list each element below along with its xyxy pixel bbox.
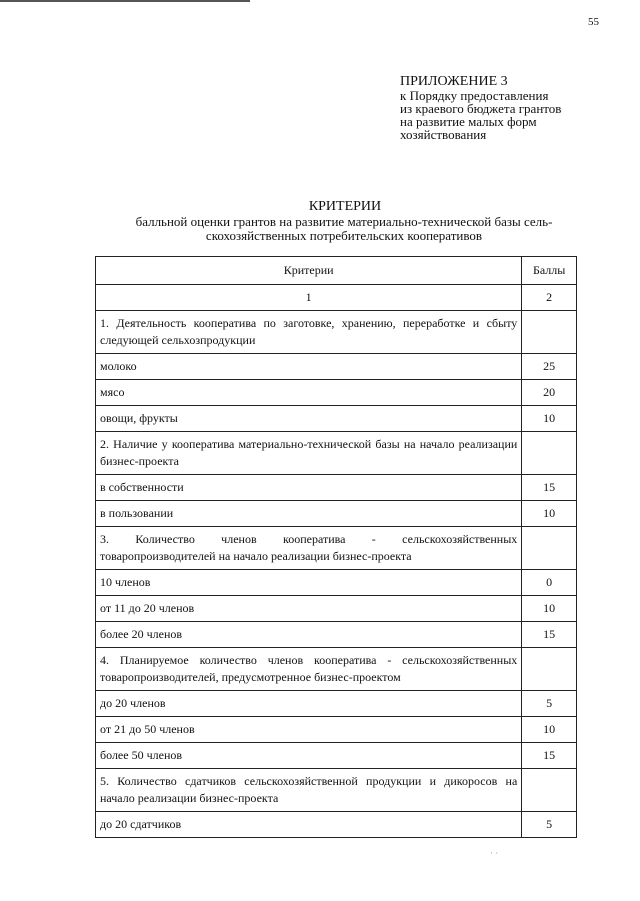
document-subtitle — [96, 215, 592, 243]
criteria-table — [95, 256, 577, 838]
criterion-cell: 3. Количество членов кооператива - сельскохозяйственных товаропроизводителей на начало реализации бизнес-проекта — [96, 527, 522, 570]
score-cell — [522, 527, 577, 570]
score-cell: 25 — [522, 354, 577, 380]
table-row — [96, 622, 577, 648]
criterion-cell: 5. Количество сдатчиков сельскохозяйственной продукции и дикоросов на начало реализации бизнес-проекта — [96, 769, 522, 812]
table-row — [96, 812, 577, 838]
criterion-cell: 4. Планируемое количество членов кооператива - сельскохозяйственных товаропроизводителей, предусмотренное бизнес-проектом — [96, 648, 522, 691]
score-cell: 10 — [522, 717, 577, 743]
criterion-cell: более 50 членов — [96, 743, 522, 769]
table-section-row — [96, 432, 577, 475]
score-cell: 10 — [522, 406, 577, 432]
table-row — [96, 380, 577, 406]
score-cell: 5 — [522, 691, 577, 717]
page-number: 55 — [588, 16, 599, 28]
scan-specks: · · — [490, 848, 499, 858]
table-section-row — [96, 648, 577, 691]
table-row — [96, 475, 577, 501]
criterion-cell: 1. Деятельность кооператива по заготовке, хранению, переработке и сбыту следующей сельхозпродукции — [96, 311, 522, 354]
criterion-cell: от 21 до 50 членов — [96, 717, 522, 743]
appendix-line: на развитие малых форм — [400, 114, 537, 129]
score-cell: 20 — [522, 380, 577, 406]
appendix-line: хозяйствования — [400, 127, 487, 142]
score-cell — [522, 432, 577, 475]
criterion-cell: в собственности — [96, 475, 522, 501]
score-cell — [522, 769, 577, 812]
score-cell: 10 — [522, 596, 577, 622]
score-cell: 15 — [522, 475, 577, 501]
appendix-line: из краевого бюджета грантов — [400, 101, 562, 116]
table-row — [96, 570, 577, 596]
criterion-cell: овощи, фрукты — [96, 406, 522, 432]
criterion-cell: до 20 членов — [96, 691, 522, 717]
criterion-cell: 10 членов — [96, 570, 522, 596]
score-cell: 15 — [522, 743, 577, 769]
criterion-cell: от 11 до 20 членов — [96, 596, 522, 622]
criterion-cell: 2. Наличие у кооператива материально-технической базы на начало реализации бизнес-проекта — [96, 432, 522, 475]
table-row — [96, 596, 577, 622]
score-cell: 10 — [522, 501, 577, 527]
subtitle-line: скохозяйственных потребительских кооперативов — [205, 228, 483, 243]
table-row — [96, 501, 577, 527]
table-row — [96, 354, 577, 380]
score-cell — [522, 648, 577, 691]
table-row — [96, 717, 577, 743]
appendix-line: к Порядку предоставления — [400, 88, 549, 103]
table-section-row — [96, 527, 577, 570]
table-row — [96, 406, 577, 432]
column-number: 2 — [522, 285, 577, 311]
table-header-row — [96, 257, 577, 285]
criterion-cell: более 20 членов — [96, 622, 522, 648]
criterion-cell: в пользовании — [96, 501, 522, 527]
score-cell: 0 — [522, 570, 577, 596]
score-cell: 15 — [522, 622, 577, 648]
appendix-block — [400, 74, 561, 141]
table-section-row — [96, 311, 577, 354]
column-number: 1 — [96, 285, 522, 311]
top-scan-line — [0, 0, 250, 2]
table-row — [96, 743, 577, 769]
column-header-criteria: Критерии — [96, 257, 522, 285]
column-header-score: Баллы — [522, 257, 577, 285]
table-section-row — [96, 769, 577, 812]
criterion-cell: до 20 сдатчиков — [96, 812, 522, 838]
criterion-cell: молоко — [96, 354, 522, 380]
criterion-cell: мясо — [96, 380, 522, 406]
column-number-row — [96, 285, 577, 311]
table-row — [96, 691, 577, 717]
document-title: КРИТЕРИИ — [308, 199, 382, 214]
score-cell — [522, 311, 577, 354]
score-cell: 5 — [522, 812, 577, 838]
appendix-title: ПРИЛОЖЕНИЕ 3 — [400, 74, 508, 89]
subtitle-line: балльной оценки грантов на развитие материально-технической базы сель- — [135, 214, 553, 229]
